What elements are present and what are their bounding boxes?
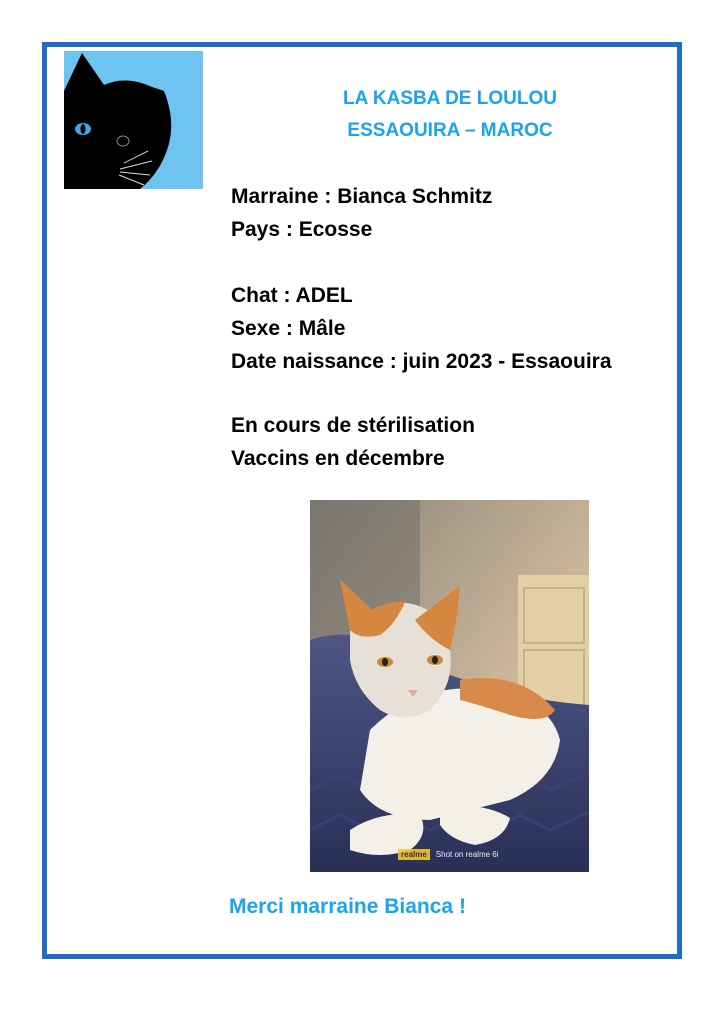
photo-watermark [398,849,499,860]
cat-birth-date: Date naissance : juin 2023 - Essaouira [231,350,612,373]
cat-sex: Sexe : Mâle [231,317,346,340]
shelter-name: LA KASBA DE LOULOU [343,88,557,109]
cat-photo [310,500,589,872]
camera-caption: Shot on realme 6i [435,850,499,859]
cat-name: Chat : ADEL [231,284,353,307]
thank-you-message: Merci marraine Bianca ! [229,895,466,918]
black-cat-logo [64,51,203,189]
camera-brand: realme [398,849,430,860]
sponsor-country: Pays : Ecosse [231,218,373,241]
vaccine-status: Vaccins en décembre [231,447,445,470]
sterilisation-status: En cours de stérilisation [231,414,475,437]
shelter-location: ESSAOUIRA – MAROC [347,120,553,141]
sponsor-name: Marraine : Bianca Schmitz [231,185,493,208]
